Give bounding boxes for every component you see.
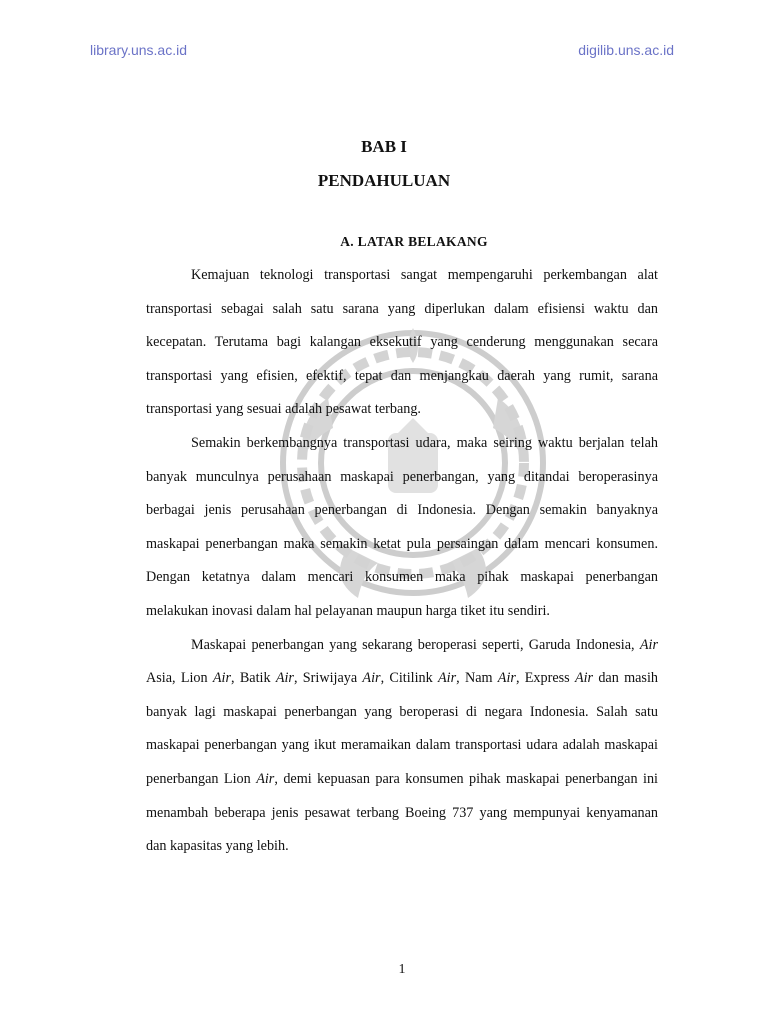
italic-term: Air — [639, 636, 658, 653]
italic-term: Air — [362, 670, 381, 687]
body-text — [146, 259, 658, 864]
paragraph: Kemajuan teknologi transportasi sangat mempengaruhi perkembangan alat transportasi sebagai salah satu sarana yang diperlukan dalam efisiensi waktu dan kecepatan. Terutama bagi kalangan eksekutif yang cenderung menggunakan secara transportasi yang efisien, efektif, tepat dan menjangkau daerah yang rumit, sarana transportasi yang sesuai adalah pesawat terbang. — [146, 267, 658, 418]
paragraph: Semakin berkembangnya transportasi udara, maka seiring waktu berjalan telah banyak munculnya perusahaan maskapai penerbangan, yang ditandai beroperasinya berbagai jenis perusahaan penerbangan di Indonesia. Dengan semakin banyaknya maskapai penerbangan maka semakin ketat pula persaingan dalam mencari konsumen. Dengan ketatnya dalam mencari konsumen maka pihak maskapai penerbangan melakukan inovasi dalam hal pelayanan maupun harga tiket itu sendiri. — [146, 434, 658, 619]
text-run: , Citilink — [380, 670, 438, 687]
italic-term: Air — [438, 670, 457, 687]
chapter-number: BAB I — [361, 137, 407, 156]
section-heading: A. LATAR BELAKANG — [340, 234, 488, 249]
italic-term: Air — [275, 670, 294, 687]
text-run: Asia, Lion — [146, 670, 213, 687]
italic-term: Air — [256, 770, 275, 787]
paragraph — [146, 629, 658, 864]
text-run: , demi kepuasan para konsumen pihak maskapai penerbangan ini menambah beberapa jenis pesawat terbang Boeing 737 yang mempunyai kenyamanan dan kapasitas yang lebih. — [146, 770, 658, 855]
text-run: dan masih banyak lagi maskapai penerbangan yang beroperasi di negara Indonesia. Salah satu maskapai penerbangan yang ikut meramaikan dalam transportasi udara adalah maskapai penerbangan Lion — [146, 670, 658, 787]
text-run: , Nam — [456, 670, 498, 687]
header-digilib-link[interactable]: digilib.uns.ac.id — [578, 42, 674, 58]
italic-term: Air — [212, 670, 232, 687]
page-number: 1 — [398, 962, 406, 977]
header-library-link[interactable]: library.uns.ac.id — [90, 42, 188, 58]
text-run: Maskapai penerbangan yang sekarang beroperasi seperti, Garuda Indonesia, — [191, 636, 640, 653]
italic-term: Air — [574, 670, 594, 687]
text-run: , Batik — [231, 670, 276, 687]
text-run: , Sriwijaya — [293, 670, 363, 687]
italic-term: Air — [497, 670, 516, 687]
chapter-title: PENDAHULUAN — [317, 171, 451, 190]
text-run: , Express — [515, 670, 575, 687]
